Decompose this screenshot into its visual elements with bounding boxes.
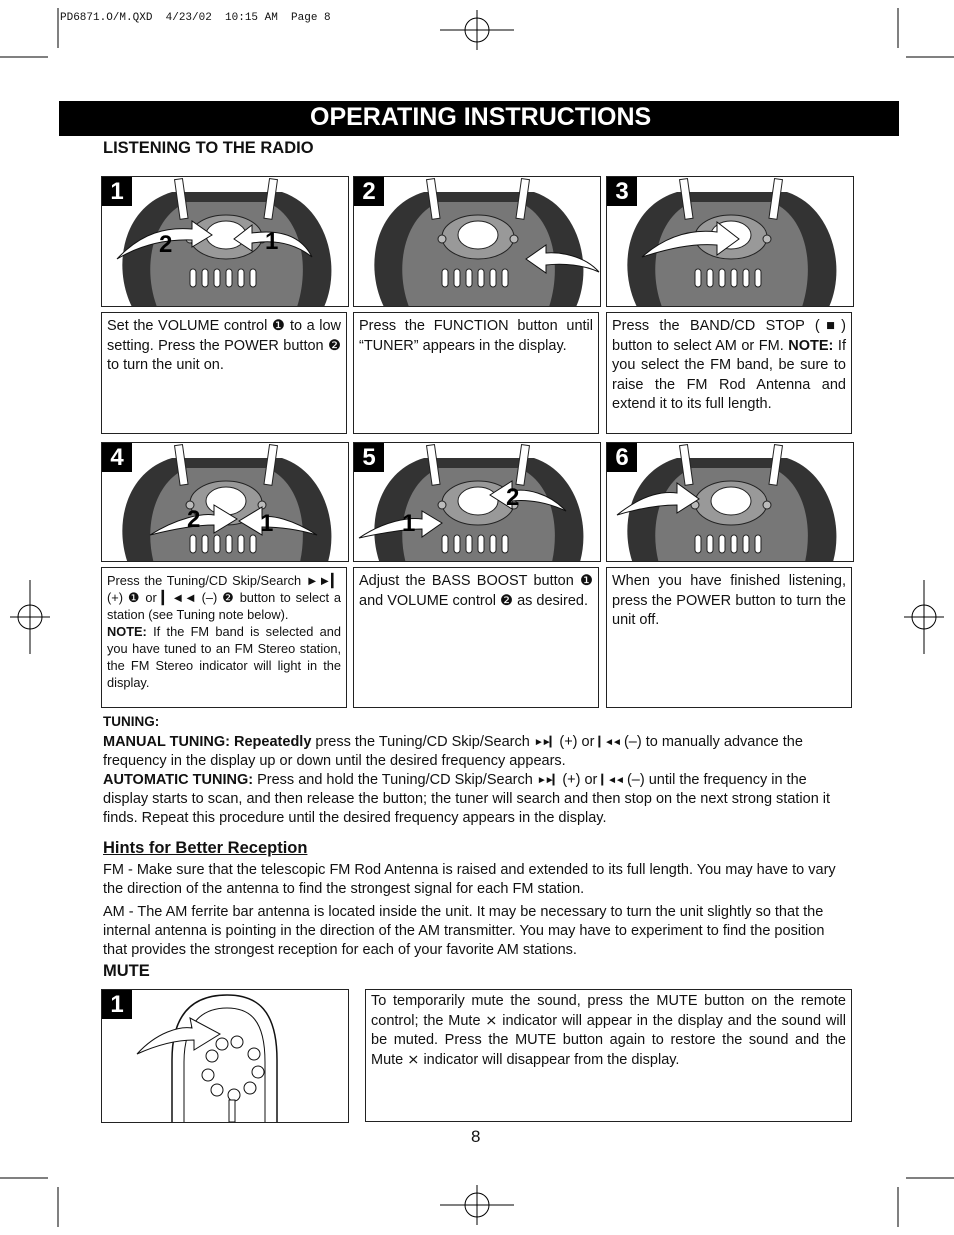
section-heading-radio: LISTENING TO THE RADIO — [103, 139, 314, 157]
skip-back-icon: ▎◄◄ — [598, 737, 620, 748]
skip-forward-icon: ►►▎ — [536, 775, 559, 786]
step-6-text: When you have finished listening, press the POWER button to turn the unit off. — [606, 567, 852, 708]
automatic-tuning-paragraph — [103, 771, 843, 828]
note-label: NOTE: — [107, 624, 147, 639]
mute-illustration — [101, 989, 349, 1123]
step-2-illustration — [353, 176, 601, 307]
manual-tuning-text-b: (+) or — [555, 734, 599, 750]
page-title: OPERATING INSTRUCTIONS — [310, 103, 652, 131]
step-number: 4 — [102, 443, 132, 472]
automatic-tuning-text-c: (–) until the frequency in the display starts to scan, and then release the button; the tuner will search and then stop on the next strong station it finds. Repeat this procedure until the desired frequency appears in the display. — [103, 772, 831, 826]
automatic-tuning-label: AUTOMATIC TUNING: — [103, 772, 254, 788]
page-number: 8 — [471, 1127, 481, 1146]
step-number: 3 — [607, 177, 637, 206]
manual-tuning-text-a: press the Tuning/CD Skip/Search — [311, 734, 534, 750]
skip-forward-icon: ►►▎ — [533, 737, 556, 748]
automatic-tuning-text-b: (+) or — [558, 772, 602, 788]
step-number: 2 — [354, 177, 384, 206]
title-bar — [59, 101, 899, 136]
skip-back-icon: ▎◄◄ — [601, 775, 623, 786]
marker-2: 2 — [187, 506, 201, 533]
step-5-illustration — [353, 442, 601, 562]
note-text: If you select the FM band, be sure to raise the FM Rod Antenna and extend it to its full length. — [612, 337, 846, 412]
step-1-text: Set the VOLUME control ❶ to a low setting. Press the POWER button ❷ to turn the unit on. — [101, 312, 347, 434]
automatic-tuning-text-a: Press and hold the Tuning/CD Skip/Search — [253, 772, 537, 788]
manual-tuning-label: MANUAL TUNING: Repeatedly — [103, 734, 312, 750]
hints-am: AM - The AM ferrite bar antenna is located inside the unit. It may be necessary to turn the unit slightly so that the internal antenna is pointing in the direction of the AM transmitter. You may have to experiment to find the position that provides the strongest reception for each of your favorite AM stations. — [103, 904, 825, 958]
manual-tuning-paragraph — [103, 733, 843, 771]
step-6-illustration — [606, 442, 854, 562]
mute-heading: MUTE — [103, 962, 150, 980]
hints-fm: FM - Make sure that the telescopic FM Rod Antenna is raised and extended to its full length. You may have to vary the direction of the antenna to find the strongest signal for each FM station. — [103, 862, 836, 897]
step-4-instruction: Press the Tuning/CD Skip/Search ►►▎ (+) ❶ or ▎◄◄ (–) ❷ button to select a station (see Tuning note below). — [107, 573, 341, 622]
marker-1: 1 — [260, 510, 274, 537]
tuning-heading: TUNING: — [103, 714, 160, 729]
note-text: If the FM band is selected and you have tuned to an FM Stereo station, the FM Stereo indicator will light in the display. — [107, 624, 341, 690]
step-number: 1 — [102, 177, 132, 206]
step-4-illustration — [101, 442, 349, 562]
marker-1: 1 — [402, 510, 416, 537]
step-number: 5 — [354, 443, 384, 472]
step-3-instruction: Press the BAND/CD STOP (■) button to select AM or FM. — [612, 318, 846, 354]
step-3-illustration — [606, 176, 854, 307]
step-5-text: Adjust the BASS BOOST button ❶ and VOLUME control ❷ as desired. — [353, 567, 599, 708]
marker-2: 2 — [159, 231, 173, 258]
step-2-text: Press the FUNCTION button until “TUNER” appears in the display. — [353, 312, 599, 434]
marker-2: 2 — [506, 484, 520, 511]
note-label: NOTE: — [788, 337, 834, 354]
marker-1: 1 — [265, 228, 279, 255]
manual-tuning-text-c: (–) to manually advance the frequency in the display up or down until the desired frequency appears. — [103, 734, 803, 769]
step-4-text — [101, 567, 347, 708]
step-number: 1 — [102, 990, 132, 1019]
step-1-illustration — [101, 176, 349, 307]
file-slug: PD6871.O/M.QXD 4/23/02 10:15 AM Page 8 — [60, 12, 331, 24]
step-3-text — [606, 312, 852, 434]
hints-heading: Hints for Better Reception — [103, 839, 308, 857]
step-number: 6 — [607, 443, 637, 472]
mute-text: To temporarily mute the sound, press the MUTE button on the remote control; the Mute ⨯ indicator will appear in the display and the sound will be muted. Press the MUTE button again to restore the sound and the Mute ⨯ indicator will disappear from the display. — [365, 989, 852, 1122]
